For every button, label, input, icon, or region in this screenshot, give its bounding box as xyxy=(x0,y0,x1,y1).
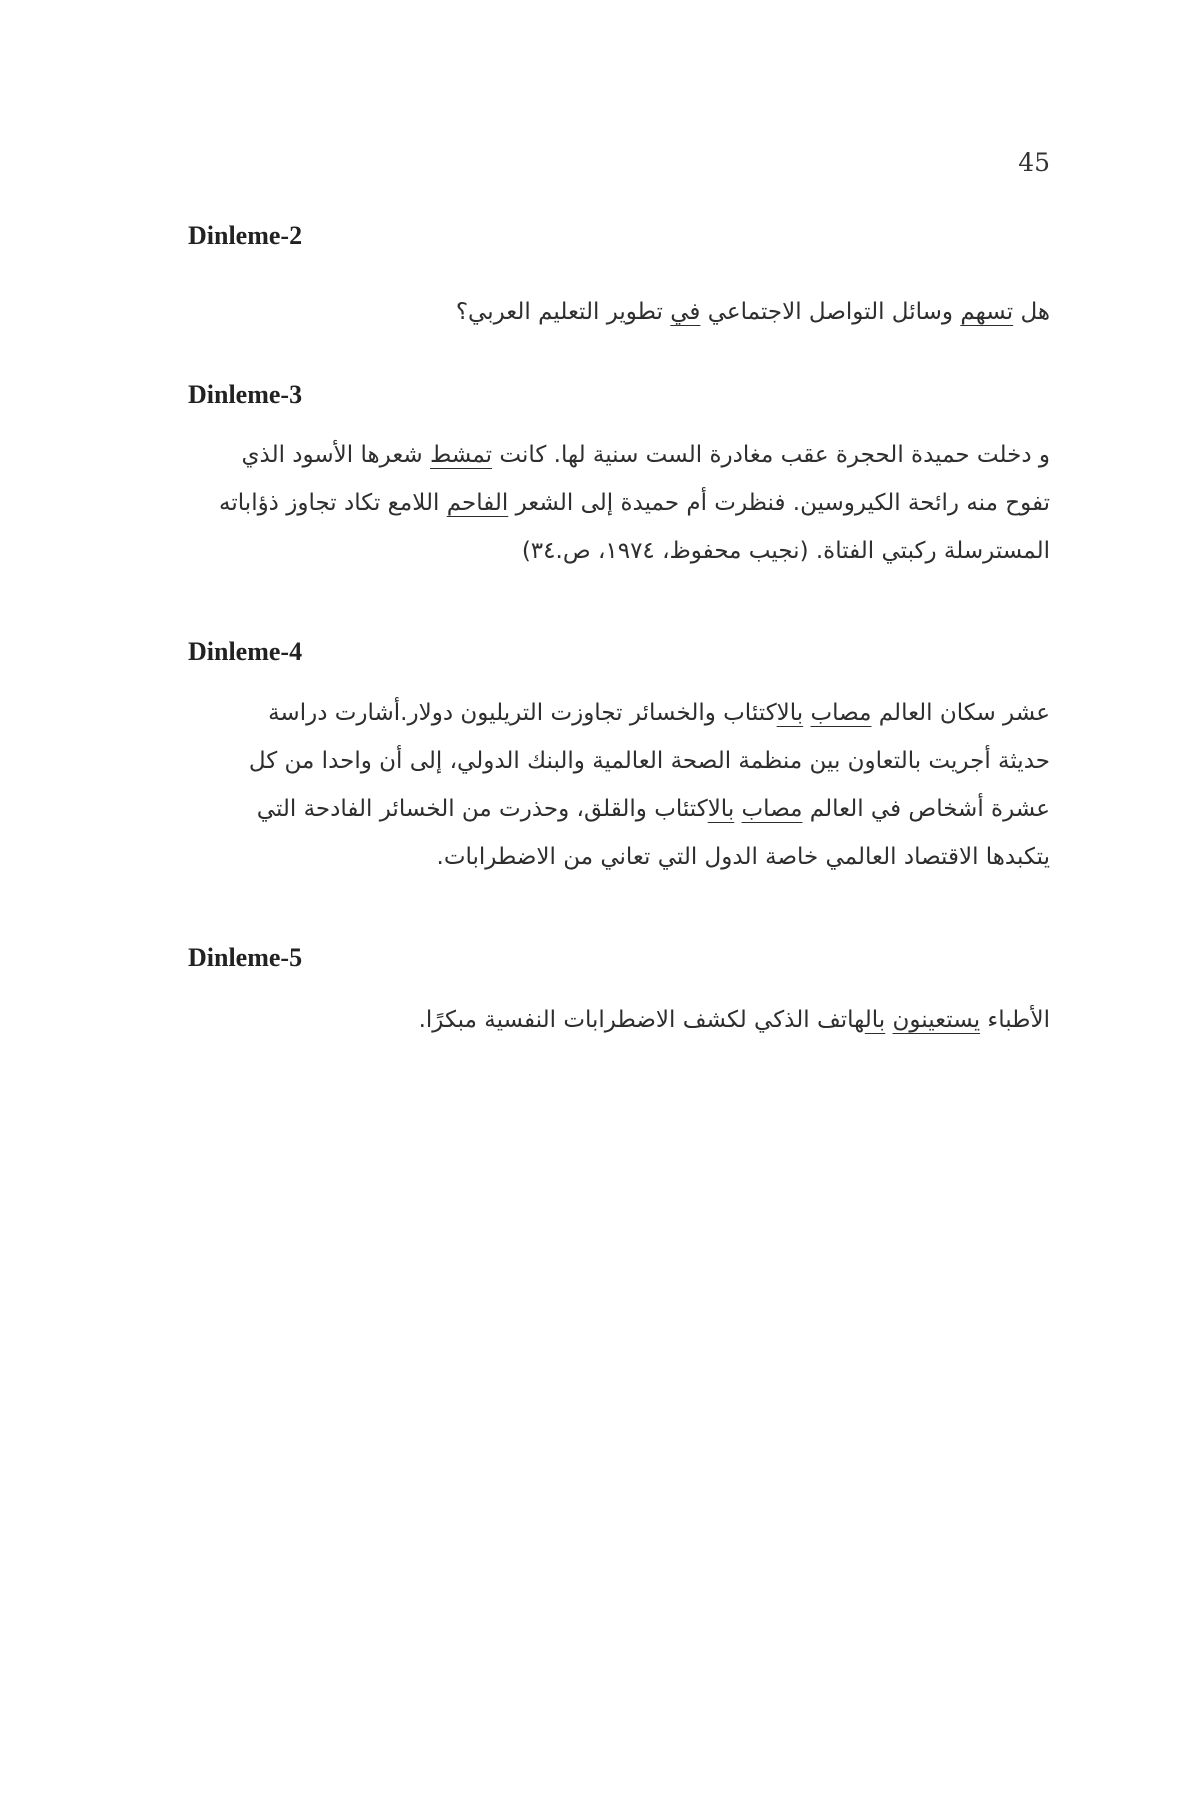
text-line xyxy=(188,479,1050,527)
text-line xyxy=(188,785,1050,833)
page-number: 45 xyxy=(1018,148,1050,177)
underlined-word: مصاب xyxy=(741,796,803,822)
underlined-word: بال xyxy=(776,700,804,726)
text-run: تفوح منه رائحة الكيروسين. فنظرت أم حميدة إلى الشعر xyxy=(508,490,1050,516)
text-line xyxy=(188,527,1050,575)
text-run xyxy=(885,1007,892,1033)
text-run: تطوير التعليم العربي؟ xyxy=(455,299,671,325)
underlined-word: مصاب xyxy=(810,700,872,726)
underlined-word: تسهم xyxy=(960,299,1014,325)
arabic-text xyxy=(188,431,1050,575)
text-run: المسترسلة ركبتي الفتاة. (نجيب محفوظ، ١٩٧٤، ص.٣٤) xyxy=(521,538,1050,564)
arabic-text xyxy=(188,996,1050,1044)
text-run: اكتئاب والقلق، وحذرت من الخسائر الفادحة التي xyxy=(256,796,708,822)
text-run: شعرها الأسود الذي xyxy=(241,442,431,468)
section-heading: Dinleme-4 xyxy=(188,637,303,666)
underlined-word: الفاحم xyxy=(446,490,509,516)
text-run: اللامع تكاد تجاوز ذؤاباته xyxy=(219,490,447,516)
section-heading: Dinleme-2 xyxy=(188,221,303,250)
arabic-text xyxy=(188,689,1050,881)
text-line xyxy=(188,737,1050,785)
text-line xyxy=(188,996,1050,1044)
text-run: حديثة أجريت بالتعاون بين منظمة الصحة العالمية والبنك الدولي، إلى أن واحدا من كل xyxy=(248,748,1050,774)
text-run: اكتئاب والخسائر تجاوزت التريليون دولار.أشارت دراسة xyxy=(268,700,777,726)
section-dinleme-3 xyxy=(188,380,1050,575)
text-run: وسائل التواصل الاجتماعي xyxy=(700,299,961,325)
text-run: هاتف الذكي لكشف الاضطرابات النفسية مبكرًا. xyxy=(418,1007,865,1033)
section-dinleme-4 xyxy=(188,637,1050,881)
underlined-word: بال xyxy=(707,796,735,822)
text-run: الأطباء xyxy=(980,1007,1050,1033)
section-dinleme-5 xyxy=(188,943,1050,1044)
text-line xyxy=(188,431,1050,479)
underlined-word: بال xyxy=(864,1007,886,1033)
section-heading: Dinleme-3 xyxy=(188,380,303,409)
section-heading: Dinleme-5 xyxy=(188,943,303,972)
text-run: هل xyxy=(1013,299,1050,325)
text-run: عشر سكان العالم xyxy=(871,700,1050,726)
text-run xyxy=(803,700,810,726)
text-run: عشرة أشخاص في العالم xyxy=(802,796,1050,822)
text-line xyxy=(188,288,1050,336)
section-dinleme-2 xyxy=(188,221,1050,336)
text-run: يتكبدها الاقتصاد العالمي خاصة الدول التي تعاني من الاضطرابات. xyxy=(436,844,1050,870)
underlined-word: تمشط xyxy=(430,442,493,468)
text-line xyxy=(188,689,1050,737)
text-run xyxy=(734,796,741,822)
underlined-word: يستعينون xyxy=(892,1007,981,1033)
underlined-word: في xyxy=(670,299,701,325)
text-line xyxy=(188,833,1050,881)
arabic-text xyxy=(188,288,1050,336)
text-run: و دخلت حميدة الحجرة عقب مغادرة الست سنية لها. كانت xyxy=(492,442,1050,468)
